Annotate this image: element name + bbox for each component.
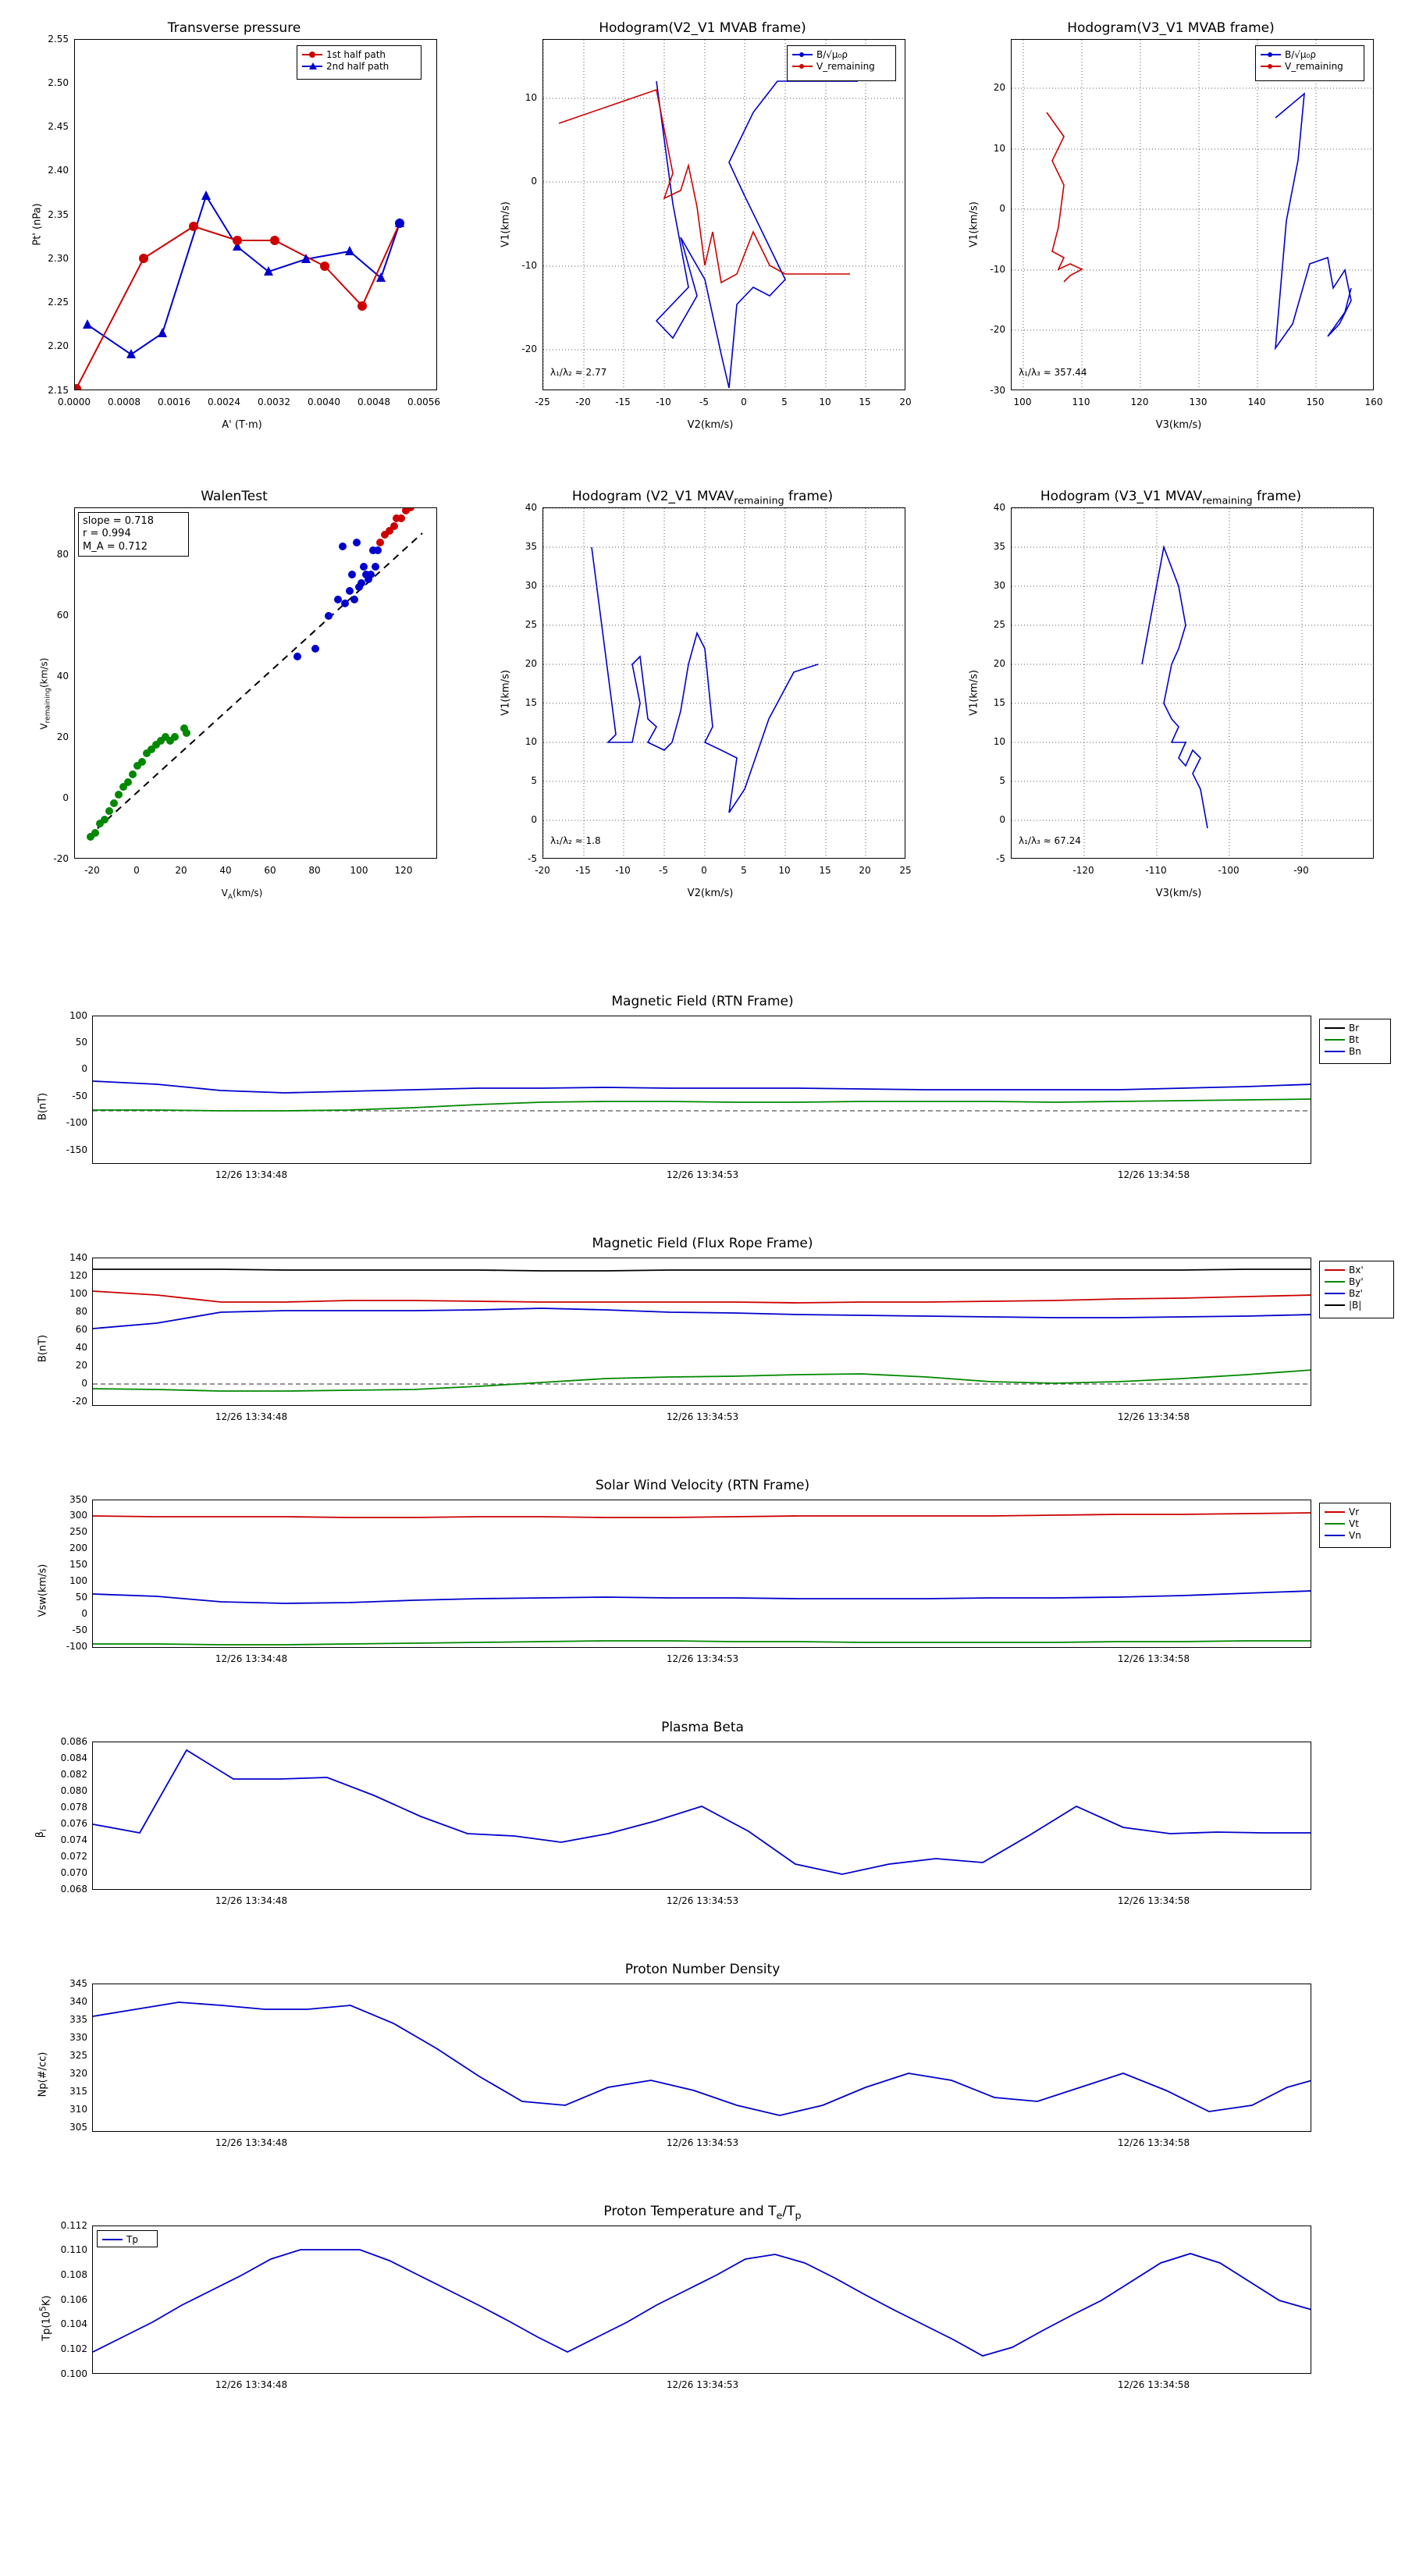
x-tick: 12/26 13:34:58 <box>1117 1895 1190 1906</box>
y-tick: 0.072 <box>60 1851 87 1862</box>
y-tick: 100 <box>69 1288 87 1299</box>
y-tick: 340 <box>69 1996 87 2007</box>
panel-title: Hodogram (V3_V1 $MVAV_{remaining}$ frame) <box>1040 489 1302 507</box>
x-tick: -15 <box>615 397 631 407</box>
x-tick: -20 <box>575 397 591 407</box>
x-tick: -15 <box>575 865 591 876</box>
y-tick: 0.104 <box>60 2318 87 2329</box>
legend-swatch-b <box>792 54 813 55</box>
legend-item <box>1325 1034 1385 1045</box>
y-axis-label: Vsw(km/s) <box>37 1564 49 1617</box>
y-tick: -20 <box>72 1396 87 1407</box>
legend-swatch-vn <box>1325 1535 1345 1536</box>
legend-label: Tp <box>126 2233 138 2245</box>
y-tick: 150 <box>69 1559 87 1570</box>
y-tick: 2.30 <box>48 253 69 264</box>
y-tick: 0.074 <box>60 1834 87 1845</box>
x-tick: 5 <box>741 865 747 876</box>
y-tick: 5 <box>531 775 537 786</box>
y-tick: 2.20 <box>48 340 69 351</box>
y-tick: 0 <box>81 1063 87 1074</box>
legend-item <box>302 48 416 60</box>
legend-label: Vt <box>1349 1517 1359 1529</box>
plot-svg <box>1012 508 1374 859</box>
y-tick: -20 <box>521 343 537 354</box>
y-tick: 0 <box>81 1378 87 1389</box>
y-tick: 15 <box>993 697 1005 708</box>
x-tick: 20 <box>175 865 187 876</box>
walen-stats-box <box>78 512 189 557</box>
plot-area <box>92 1258 1311 1406</box>
x-tick: 10 <box>819 397 831 407</box>
y-tick: -5 <box>528 853 537 864</box>
y-tick: -100 <box>66 1117 87 1128</box>
x-tick: 12/26 13:34:53 <box>666 2137 739 2148</box>
y-tick: 0 <box>531 176 537 187</box>
x-tick: 12/26 13:34:48 <box>215 1653 288 1664</box>
x-axis-label: V3(km/s) <box>1155 888 1202 899</box>
x-tick: 12/26 13:34:58 <box>1117 1411 1190 1422</box>
y-tick: 35 <box>525 541 537 552</box>
legend <box>97 2230 158 2247</box>
y-tick: 2.15 <box>48 385 69 396</box>
panel-proton-number-density <box>0 1948 1405 2182</box>
x-tick: 0.0048 <box>357 397 390 407</box>
y-tick: 10 <box>525 736 537 747</box>
y-axis-label: Pt' (nPa) <box>31 203 44 246</box>
legend-item <box>1325 1517 1385 1529</box>
y-tick: 200 <box>69 1542 87 1553</box>
walen-ma: M_A = 0.712 <box>83 540 148 553</box>
legend-swatch-2nd-half <box>302 66 322 67</box>
x-tick: -20 <box>535 865 550 876</box>
x-tick: -90 <box>1293 865 1309 876</box>
plot-area <box>1011 507 1374 859</box>
y-axis-label: V1(km/s) <box>968 201 980 247</box>
legend-label: Bt <box>1349 1034 1359 1045</box>
y-tick: 60 <box>75 1324 87 1335</box>
x-tick: 12/26 13:34:53 <box>666 1895 739 1906</box>
eigenvalue-ratio-annotation: λ₁/λ₃ ≈ 357.44 <box>1019 367 1087 378</box>
legend-item <box>792 48 891 60</box>
legend-label: V_remaining <box>1285 60 1343 72</box>
y-tick: 250 <box>69 1526 87 1537</box>
x-tick: -25 <box>535 397 550 407</box>
y-tick: 20 <box>993 82 1005 93</box>
panel-plasma-beta <box>0 1706 1405 1940</box>
plot-svg <box>75 508 437 859</box>
x-tick: 20 <box>899 397 912 407</box>
legend-swatch-by <box>1325 1281 1345 1283</box>
y-tick: -100 <box>66 1641 87 1652</box>
x-tick: 160 <box>1364 397 1383 407</box>
y-tick: 100 <box>69 1575 87 1586</box>
y-tick: 0.078 <box>60 1802 87 1813</box>
y-tick: 40 <box>75 1342 87 1353</box>
x-tick: -5 <box>659 865 668 876</box>
walen-r: r = 0.994 <box>83 528 131 540</box>
y-axis-label: Np(#/cc) <box>37 2051 49 2097</box>
eigenvalue-ratio-annotation: λ₁/λ₂ ≈ 1.8 <box>550 835 601 846</box>
y-tick: 25 <box>993 619 1005 630</box>
x-tick: 12/26 13:34:53 <box>666 1411 739 1422</box>
y-tick: 305 <box>69 2122 87 2133</box>
legend-swatch-bx <box>1325 1269 1345 1271</box>
legend <box>787 45 896 81</box>
legend-item <box>792 60 891 72</box>
plot-svg <box>93 1742 1311 1890</box>
x-tick: 0.0008 <box>108 397 140 407</box>
x-tick: 0.0016 <box>158 397 190 407</box>
plot-svg <box>75 40 437 390</box>
y-tick: 2.25 <box>48 297 69 308</box>
plot-area <box>92 1016 1311 1164</box>
x-tick: -20 <box>84 865 100 876</box>
x-axis-label: V3(km/s) <box>1155 419 1202 431</box>
x-tick: 12/26 13:34:48 <box>215 1411 288 1422</box>
legend-label: Bz' <box>1349 1287 1363 1299</box>
y-tick: 350 <box>69 1494 87 1505</box>
plot-svg <box>1012 40 1374 390</box>
x-tick: -110 <box>1145 865 1167 876</box>
plot-area <box>74 39 437 390</box>
y-tick: 2.50 <box>48 77 69 88</box>
y-tick: 0 <box>62 792 69 803</box>
y-tick: 20 <box>56 731 69 742</box>
y-tick: 315 <box>69 2086 87 2097</box>
y-tick: 2.35 <box>48 209 69 220</box>
legend-item <box>1325 1287 1389 1299</box>
x-tick: 12/26 13:34:48 <box>215 2379 288 2390</box>
panel-hodogram-v2v1-mvav <box>468 468 937 906</box>
y-tick: -10 <box>990 264 1005 275</box>
legend-label: Vr <box>1349 1506 1360 1517</box>
legend-item <box>1325 1045 1385 1057</box>
y-tick: 310 <box>69 2104 87 2115</box>
x-tick: 15 <box>859 397 871 407</box>
y-axis-label: V1(km/s) <box>968 670 980 716</box>
panel-transverse-pressure <box>0 0 468 437</box>
x-tick: 12/26 13:34:53 <box>666 1653 739 1664</box>
y-tick: -20 <box>990 324 1005 335</box>
y-axis-label: $\beta_i$ <box>34 1829 48 1838</box>
legend-item <box>1325 1529 1385 1541</box>
legend-item <box>1325 1276 1389 1287</box>
plot-area <box>1011 39 1374 390</box>
x-tick: 40 <box>219 865 232 876</box>
y-tick: 0.108 <box>60 2269 87 2280</box>
panel-magnetic-field-flux-rope <box>0 1222 1405 1456</box>
y-tick: 345 <box>69 1978 87 1989</box>
panel-title: Proton Temperature and $T_e/T_p$ <box>603 2204 802 2222</box>
y-tick: 0.106 <box>60 2294 87 2305</box>
legend-swatch-v <box>792 66 813 67</box>
y-tick: 50 <box>75 1592 87 1603</box>
panel-title: Magnetic Field (RTN Frame) <box>611 994 794 1009</box>
eigenvalue-ratio-annotation: λ₁/λ₂ ≈ 2.77 <box>550 367 607 378</box>
plot-area <box>542 39 905 390</box>
x-tick: 12/26 13:34:48 <box>215 1169 288 1180</box>
y-tick: 320 <box>69 2068 87 2079</box>
plot-area <box>542 507 905 859</box>
y-tick: 40 <box>525 502 537 513</box>
legend-label: 2nd half path <box>326 60 389 72</box>
x-tick: 12/26 13:34:58 <box>1117 2379 1190 2390</box>
y-axis-label: V1(km/s) <box>500 201 512 247</box>
y-tick: -5 <box>996 853 1005 864</box>
y-tick: 20 <box>75 1360 87 1371</box>
y-axis-label: B(nT) <box>37 1092 49 1121</box>
y-tick: 0.102 <box>60 2343 87 2354</box>
y-tick: 10 <box>525 92 537 103</box>
y-tick: 330 <box>69 2032 87 2043</box>
y-axis-label: $V_{remaining}(km/s)$ <box>38 657 52 730</box>
y-tick: 0.082 <box>60 1769 87 1780</box>
panel-title: Transverse pressure <box>167 20 301 36</box>
legend-label: Vn <box>1349 1529 1361 1541</box>
x-tick: 100 <box>1013 397 1032 407</box>
x-tick: 110 <box>1072 397 1090 407</box>
y-axis-label: B(nT) <box>37 1334 49 1363</box>
y-tick: 2.45 <box>48 121 69 132</box>
plot-area <box>92 2226 1311 2374</box>
plot-svg <box>93 1016 1311 1164</box>
legend-swatch-v <box>1261 66 1281 67</box>
y-tick: 0 <box>999 203 1005 214</box>
y-tick: 0 <box>81 1608 87 1619</box>
legend-item <box>1325 1022 1385 1034</box>
x-tick: -5 <box>699 397 709 407</box>
y-tick: -10 <box>521 260 537 271</box>
y-tick: 40 <box>993 502 1005 513</box>
legend-label: |B| <box>1349 1299 1362 1311</box>
x-tick: 20 <box>859 865 871 876</box>
x-tick: 120 <box>394 865 413 876</box>
y-tick: 2.55 <box>48 34 69 44</box>
plot-area <box>74 507 437 859</box>
y-tick: 35 <box>993 541 1005 552</box>
legend-label: By' <box>1349 1276 1364 1287</box>
y-tick: 20 <box>993 658 1005 669</box>
legend-label: Bx' <box>1349 1264 1364 1276</box>
x-tick: 0.0000 <box>58 397 91 407</box>
x-axis-label: V2(km/s) <box>687 888 734 899</box>
x-tick: 0.0040 <box>308 397 340 407</box>
x-tick: 0 <box>701 865 707 876</box>
y-tick: 10 <box>993 736 1005 747</box>
y-tick: 0.070 <box>60 1867 87 1878</box>
legend-item <box>1261 48 1359 60</box>
legend-label: B/√μ₀ρ <box>816 48 848 60</box>
panel-solar-wind-velocity-rtn <box>0 1464 1405 1698</box>
legend-label: Br <box>1349 1022 1360 1034</box>
legend-label: B/√μ₀ρ <box>1285 48 1316 60</box>
x-tick: -100 <box>1218 865 1240 876</box>
panel-hodogram-v3v1-mvab <box>937 0 1405 437</box>
legend-item <box>1325 1506 1385 1517</box>
y-tick: 30 <box>993 580 1005 591</box>
y-tick: 0.084 <box>60 1752 87 1763</box>
plot-svg <box>93 1258 1311 1406</box>
x-tick: 25 <box>899 865 912 876</box>
x-tick: 12/26 13:34:53 <box>666 2379 739 2390</box>
legend-label: V_remaining <box>816 60 875 72</box>
x-axis-label: V2(km/s) <box>687 419 734 431</box>
x-axis-label: $V_A(km/s)$ <box>221 888 263 902</box>
legend <box>297 45 422 80</box>
y-tick: -30 <box>990 385 1005 396</box>
y-tick: 335 <box>69 2014 87 2025</box>
legend <box>1319 1261 1394 1318</box>
legend-swatch-tp <box>102 2239 123 2240</box>
x-tick: 130 <box>1189 397 1208 407</box>
panel-title: Plasma Beta <box>661 1720 744 1735</box>
x-tick: 12/26 13:34:58 <box>1117 1653 1190 1664</box>
panel-title: Hodogram (V2_V1 $MVAV_{remaining}$ frame) <box>571 489 834 507</box>
y-axis-label: $Tp(10^5K)$ <box>37 2295 53 2341</box>
legend-item <box>1261 60 1359 72</box>
y-tick: 60 <box>56 610 69 621</box>
y-tick: 0.080 <box>60 1785 87 1796</box>
x-tick: 80 <box>308 865 321 876</box>
x-tick: 15 <box>819 865 831 876</box>
y-tick: -50 <box>72 1091 87 1101</box>
plot-svg <box>93 1984 1311 2132</box>
panel-title: Magnetic Field (Flux Rope Frame) <box>592 1236 813 1251</box>
legend-swatch-bmag <box>1325 1304 1345 1306</box>
x-tick: 5 <box>781 397 788 407</box>
x-tick: 10 <box>778 865 791 876</box>
x-tick: 12/26 13:34:48 <box>215 1895 288 1906</box>
legend-item <box>102 2233 152 2245</box>
panel-title: Proton Number Density <box>624 1962 781 1977</box>
plot-area <box>92 1500 1311 1648</box>
legend-swatch-br <box>1325 1027 1345 1029</box>
y-tick: 80 <box>75 1306 87 1317</box>
legend <box>1255 45 1364 81</box>
legend-swatch-vr <box>1325 1511 1345 1513</box>
legend-label: 1st half path <box>326 48 386 60</box>
y-axis-label: V1(km/s) <box>500 670 512 716</box>
x-tick: 0 <box>741 397 747 407</box>
y-tick: 50 <box>75 1037 87 1048</box>
y-tick: 2.40 <box>48 165 69 176</box>
y-tick: 120 <box>69 1270 87 1281</box>
y-tick: 80 <box>56 549 69 560</box>
x-tick: -10 <box>615 865 631 876</box>
y-tick: 325 <box>69 2050 87 2061</box>
panel-title: WalenTest <box>201 489 268 504</box>
legend-swatch-bn <box>1325 1051 1345 1052</box>
y-tick: 25 <box>525 619 537 630</box>
panel-hodogram-v3v1-mvav <box>937 468 1405 906</box>
x-tick: 0.0056 <box>407 397 440 407</box>
legend <box>1319 1503 1391 1548</box>
y-tick: 300 <box>69 1510 87 1521</box>
legend-swatch-bt <box>1325 1039 1345 1041</box>
legend-label: Bn <box>1349 1045 1361 1057</box>
plot-svg <box>543 508 905 859</box>
legend-swatch-vt <box>1325 1523 1345 1525</box>
legend <box>1319 1019 1391 1064</box>
y-tick: 15 <box>525 697 537 708</box>
panel-title: Hodogram(V2_V1 MVAB frame) <box>599 20 806 36</box>
plot-area <box>92 1742 1311 1890</box>
x-tick: -10 <box>656 397 671 407</box>
x-tick: 12/26 13:34:58 <box>1117 2137 1190 2148</box>
panel-title: Hodogram(V3_V1 MVAB frame) <box>1067 20 1275 36</box>
plot-svg <box>543 40 905 390</box>
legend-item <box>1325 1264 1389 1276</box>
x-tick: 12/26 13:34:53 <box>666 1169 739 1180</box>
x-tick: 12/26 13:34:58 <box>1117 1169 1190 1180</box>
y-tick: -50 <box>72 1624 87 1635</box>
x-tick: 0.0024 <box>208 397 240 407</box>
plot-area <box>92 1984 1311 2132</box>
y-tick: 0.086 <box>60 1736 87 1747</box>
x-tick: 140 <box>1247 397 1266 407</box>
walen-slope: slope = 0.718 <box>83 515 154 527</box>
x-tick: 150 <box>1306 397 1325 407</box>
y-tick: 10 <box>993 143 1005 154</box>
x-tick: 0.0032 <box>258 397 290 407</box>
y-tick: 100 <box>69 1010 87 1021</box>
legend-item <box>302 60 416 72</box>
legend-swatch-bz <box>1325 1293 1345 1294</box>
x-axis-label: A' (T·m) <box>222 419 262 431</box>
y-tick: 0.076 <box>60 1818 87 1829</box>
plot-svg <box>93 2226 1311 2374</box>
panel-walen-test <box>0 468 468 906</box>
x-tick: 100 <box>350 865 368 876</box>
y-tick: 40 <box>56 671 69 681</box>
y-tick: 0.068 <box>60 1884 87 1895</box>
eigenvalue-ratio-annotation: λ₁/λ₃ ≈ 67.24 <box>1019 835 1081 846</box>
y-tick: 30 <box>525 580 537 591</box>
y-tick: 140 <box>69 1252 87 1263</box>
panel-proton-temperature <box>0 2190 1405 2439</box>
panel-title: Solar Wind Velocity (RTN Frame) <box>595 1478 810 1493</box>
x-tick: 12/26 13:34:48 <box>215 2137 288 2148</box>
y-tick: 0.112 <box>60 2220 87 2231</box>
y-tick: 5 <box>999 775 1005 786</box>
x-tick: -120 <box>1072 865 1094 876</box>
legend-swatch-b <box>1261 54 1281 55</box>
legend-swatch-1st-half <box>302 54 322 55</box>
panel-magnetic-field-rtn <box>0 980 1405 1214</box>
x-tick: 120 <box>1130 397 1149 407</box>
y-tick: 0.110 <box>60 2244 87 2255</box>
y-tick: 20 <box>525 658 537 669</box>
y-tick: 0 <box>531 814 537 825</box>
x-tick: 0 <box>133 865 140 876</box>
plot-svg <box>93 1500 1311 1648</box>
panel-hodogram-v2v1-mvab <box>468 0 937 437</box>
y-tick: -150 <box>66 1144 87 1155</box>
legend-item <box>1325 1299 1389 1311</box>
y-tick: 0 <box>999 814 1005 825</box>
x-tick: 60 <box>264 865 276 876</box>
y-tick: -20 <box>53 853 69 864</box>
y-tick: 0.100 <box>60 2368 87 2379</box>
